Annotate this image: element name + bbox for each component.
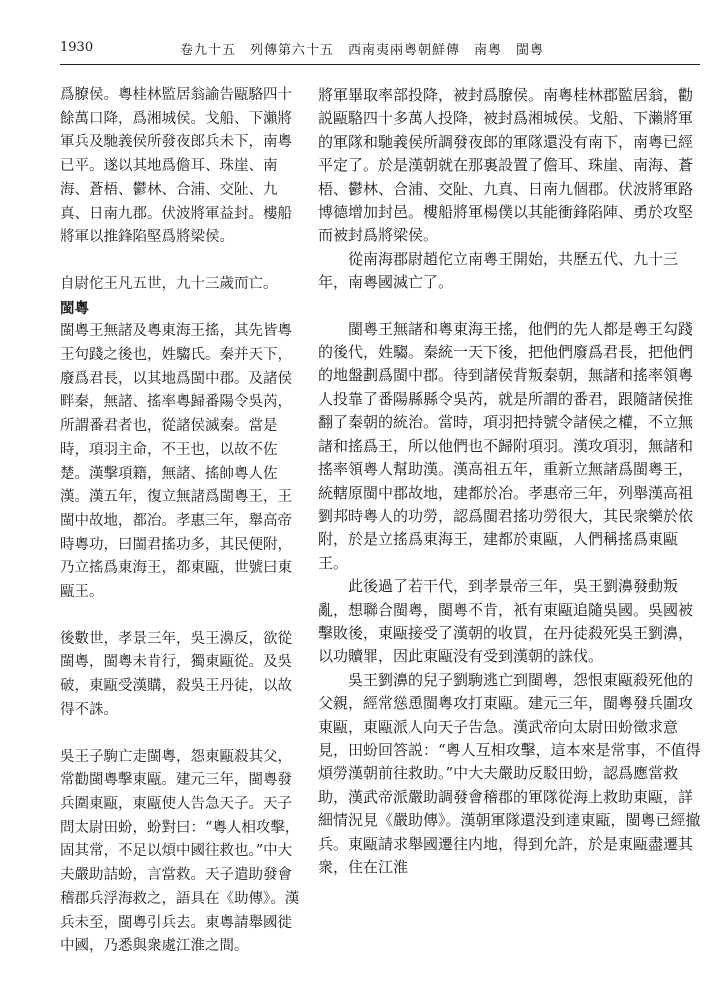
classical-text-column [60,84,304,959]
spacer [318,295,706,318]
header-rule [60,64,700,65]
translation-paragraph-2: 從南海郡尉趙佗立南粵王開始，共歷五代、九十三年，南粵國滅亡了。 [318,249,679,292]
spacer [60,250,304,273]
classical-paragraph-2: 自尉佗王凡五世，九十三歲而亡。 [60,275,278,292]
translation-paragraph-3: 閩粵王無諸和粵東海王搖，他們的先人都是粵王勾踐的後代，姓騶。秦統一天下後，把他們廢爲君長，把他們的地盤劃爲閩中郡。待到諸侯背叛秦朝，無諸和搖率領粵人投靠了番陽縣縣令吳芮，就是所謂的番君，跟隨諸侯推翻了秦朝的統治。當時，項羽把持號令諸侯之權，不立無諸和搖爲王，所以他們也不歸附項羽。漢攻項羽，無諸和搖率領粵人幫助漢。漢高祖五年，重新立無諸爲閩粵王，統轄原閩中郡故地，建都於冶。孝惠帝三年，列舉漢高祖劉邦時粵人的功勞，認爲閩君搖功勞很大，其民衆樂於依附，於是立搖爲東海王，建都於東甌，人們稱搖爲東甌王。 [318,319,694,572]
translation-paragraph-1: 將軍畢取率部投降，被封爲膫侯。南粵桂林郡監居翁，勸説甌駱四十多萬人投降，被封爲湘城侯。戈船、下瀨將軍的軍隊和馳義侯所調發夜郎的軍隊還没有南下，南粵已經平定了。於是漢朝就在那裏設置了儋耳、珠崖、南海、蒼梧、鬱林、合浦、交阯、九真、日南九個郡。伏波將軍路博德增加封邑。樓船將軍楊僕以其能衝鋒陷陣、勇於攻堅而被封爲將梁侯。 [318,86,694,245]
translation-paragraph-5: 吳王劉濞的兒子劉駒逃亡到閩粵，怨恨東甌殺死他的父親，經常慫恿閩粵攻打東甌。建元三年，閩粵發兵圍攻東甌，東甌派人向天子告急。漢武帝向太尉田蚡徵求意見，田蚡回答説：“粵人互相攻擊，這本來是常事，不值得煩勞漢朝前往救助。”中大夫嚴助反駁田蚡，認爲應當救助，漢武帝派嚴助調發會稽郡的軍隊從海上救助東甌，詳細情況見《嚴助傳》。漢朝軍隊還没到達東甌，閩粵已經撤兵。東甌請求舉國遷往内地，得到允許，於是東甌盡遷其衆，住在江淮 [318,670,701,876]
classical-paragraph-1: 爲膫侯。粵桂林監居翁諭告甌駱四十餘萬口降，爲湘城侯。戈船、下瀨將軍兵及馳義侯所發夜郎兵未下，南粵已平。遂以其地爲儋耳、珠崖、南海、蒼梧、鬱林、合浦、交阯、九真、日南九郡。伏波將軍益封。樓船將軍以推鋒陷堅爲將梁侯。 [60,87,292,246]
running-head: 卷九十五 列傳第六十五 西南夷兩粵朝鮮傳 南粵 閩粵 [180,43,545,58]
translation-column [318,84,706,879]
classical-paragraph-3: 閩粵王無諸及粵東海王搖，其先皆粵王句踐之後也，姓騶氏。秦并天下，廢爲君長，以其地爲閩中郡。及諸侯畔秦，無諸、搖率粵歸番陽令吳芮，所謂番君者也，從諸侯滅秦。當是時，項羽主命，不王也，以故不佐楚。漢擊項籍，無諸、搖帥粵人佐漢。漢五年，復立無諸爲閩粵王，王閩中故地，都冶。孝惠三年，舉高帝時粵功，曰閩君搖功多，其民便附，乃立搖爲東海王，都東甌，世號曰東甌王。 [60,323,292,601]
section-title: 閩粵 [60,299,89,317]
classical-paragraph-4: 後數世，孝景三年，吳王濞反，欲從閩粵，閩粵未肯行，獨東甌從。及吳破，東甌受漢購，殺吳王丹徒，以故得不誅。 [60,630,292,718]
spacer [60,723,304,746]
spacer [60,605,304,628]
page-number: 1930 [60,40,94,55]
page-header [0,0,716,60]
translation-paragraph-4: 此後過了若干代，到孝景帝三年，吳王劉濞發動叛亂，想聯合閩粵，閩粵不肯，衹有東甌追隨吳國。吳國被擊敗後，東甌接受了漢朝的收買，在丹徒殺死吳王劉濞，以功贖罪，因此東甌没有受到漢朝的誅伐。 [318,577,694,666]
classical-paragraph-5: 吳王子駒亡走閩粵，怨東甌殺其父，常勸閩粵擊東甌。建元三年，閩粵發兵圍東甌，東甌使人告急天子。天子問太尉田蚡，蚡對曰：“粵人相攻擊，固其常，不足以煩中國往救也。”中大夫嚴助詰蚡，言當救。天子遣助發會稽郡兵浮海救之，語具在《助傳》。漢兵未至，閩粵引兵去。東粵請舉國徙中國，乃悉與衆處江淮之間。 [60,748,300,955]
